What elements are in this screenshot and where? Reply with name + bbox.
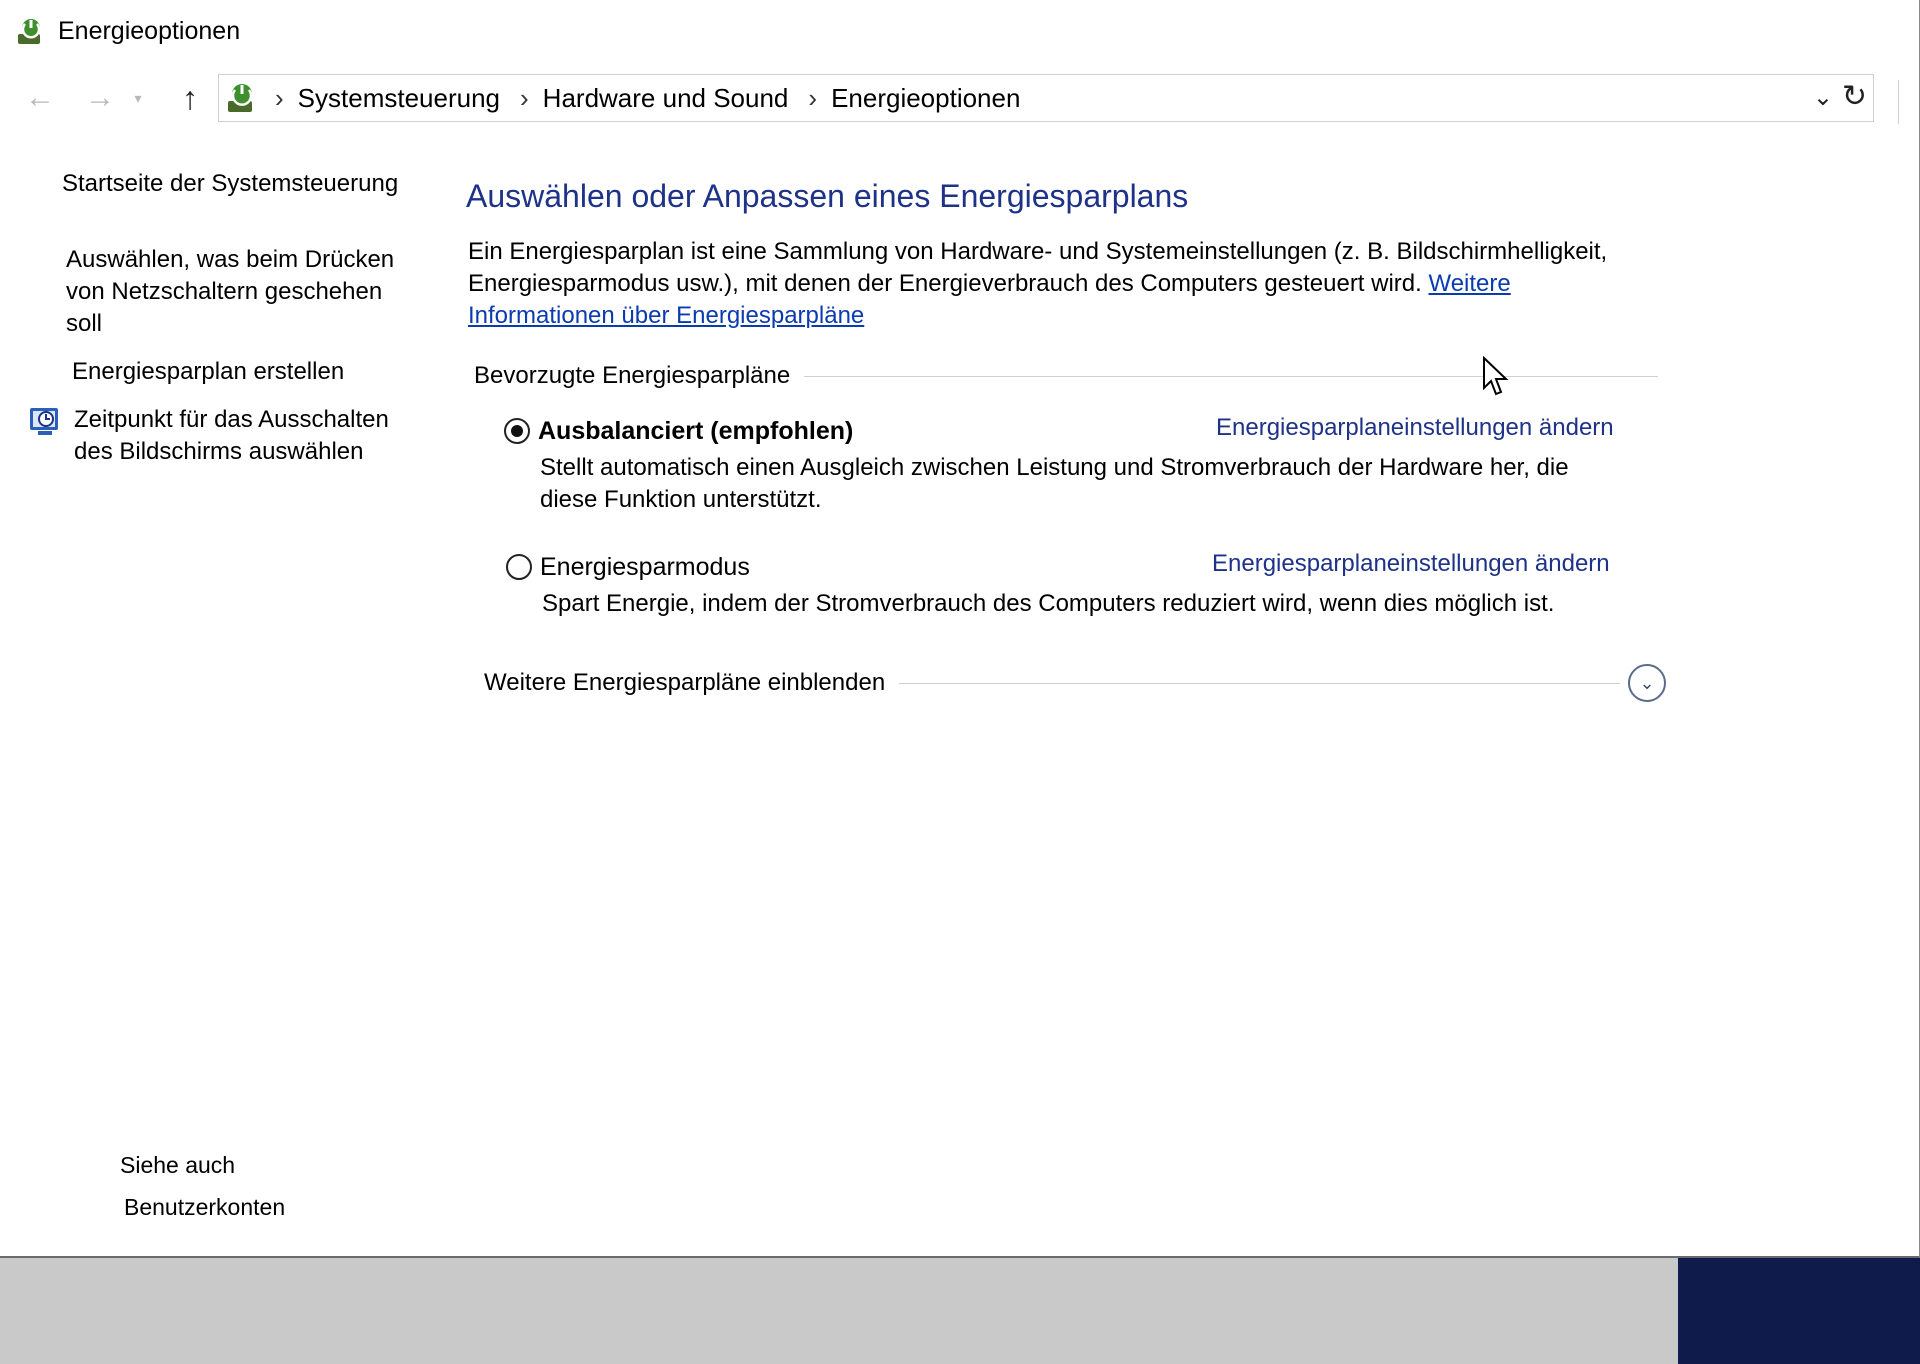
see-also-benutzerkonten[interactable]: Benutzerkonten xyxy=(124,1194,286,1220)
breadcrumb-systemsteuerung[interactable]: Systemsteuerung xyxy=(297,82,500,113)
breadcrumb-separator: › xyxy=(275,82,284,113)
power-options-icon xyxy=(14,14,48,48)
breadcrumb-separator: › xyxy=(808,82,818,113)
desktop-background xyxy=(1678,1258,1920,1364)
more-plans-label: Weitere Energiesparpläne einblenden xyxy=(484,669,886,696)
plan-name: Energiesparmodus xyxy=(540,552,750,581)
chevron-down-icon: ▾ xyxy=(134,89,142,106)
screen-clock-icon xyxy=(28,404,62,438)
sidebar xyxy=(0,150,420,1250)
refresh-icon[interactable]: ↻ xyxy=(1841,80,1867,113)
breadcrumb-hardware-und-sound[interactable]: Hardware und Sound xyxy=(542,82,789,113)
up-button[interactable] xyxy=(170,78,210,118)
plan-energiesparmodus-change-settings-link[interactable]: Energiesparplaneinstellungen ändern xyxy=(1212,550,1610,577)
plan-energiesparmodus-radio[interactable] xyxy=(506,554,532,580)
arrow-left-icon: ← xyxy=(25,81,55,114)
search-box[interactable] xyxy=(1898,80,1920,124)
sidebar-item-netzschalter[interactable]: Auswählen, was beim Drücken von Netzschaltern geschehen soll xyxy=(66,246,395,337)
sidebar-item-bildschirm-ausschalten[interactable]: Zeitpunkt für das Ausschalten des Bildschirms auswählen xyxy=(74,406,389,465)
preferred-plans-header xyxy=(474,362,1658,390)
back-button[interactable] xyxy=(20,78,60,118)
forward-button[interactable] xyxy=(80,78,120,118)
navigation-bar xyxy=(0,70,1920,126)
control-panel-icon xyxy=(223,79,261,117)
title-bar xyxy=(0,0,1920,62)
expand-chevron-icon[interactable]: ⌄ xyxy=(1628,664,1666,702)
plan-energiesparmodus xyxy=(506,550,1626,620)
plan-description: Spart Energie, indem der Stromverbrauch des Computers reduziert wird, wenn dies möglich ist. xyxy=(542,590,1555,617)
sidebar-item-startseite[interactable]: Startseite der Systemsteuerung xyxy=(62,170,399,197)
page-title: Auswählen oder Anpassen eines Energiesparplans xyxy=(466,178,1189,214)
divider xyxy=(899,683,1620,684)
address-bar[interactable] xyxy=(218,74,1874,122)
arrow-right-icon: → xyxy=(85,81,115,114)
breadcrumb-energieoptionen[interactable]: Energieoptionen xyxy=(831,82,1021,113)
arrow-up-icon: ↑ xyxy=(182,79,198,116)
plan-ausbalanciert-radio[interactable] xyxy=(504,418,530,444)
intro-text: Ein Energiesparplan ist eine Sammlung von Hardware- und Systemeinstellungen (z. B. Bildschirmhelligkeit, Energiesparmodus usw.), mit denen der Energieverbrauch des Computers gesteuert wird. xyxy=(468,238,1608,297)
mouse-cursor-icon xyxy=(1482,356,1512,398)
address-dropdown-chevron-icon[interactable]: ⌄ xyxy=(1812,84,1833,111)
plan-name: Ausbalanciert (empfohlen) xyxy=(538,416,854,445)
more-plans-header[interactable] xyxy=(484,664,1666,702)
recent-locations-button[interactable] xyxy=(126,78,150,118)
preferred-plans-label: Bevorzugte Energiesparpläne xyxy=(474,362,791,389)
more-info-link[interactable]: Weitere Informationen über Energiesparpläne xyxy=(468,270,1511,329)
divider xyxy=(804,376,1658,377)
see-also-heading: Siehe auch xyxy=(120,1152,236,1178)
intro-paragraph xyxy=(468,236,1648,332)
plan-ausbalanciert-change-settings-link[interactable]: Energiesparplaneinstellungen ändern xyxy=(1216,414,1614,441)
window-title: Energieoptionen xyxy=(58,16,241,45)
plan-ausbalanciert xyxy=(504,414,1624,516)
plan-description: Stellt automatisch einen Ausgleich zwischen Leistung und Stromverbrauch der Hardware her, die diese Funktion unterstützt. xyxy=(540,454,1569,513)
sidebar-item-energiesparplan-erstellen[interactable]: Energiesparplan erstellen xyxy=(72,358,345,385)
breadcrumb-separator: › xyxy=(520,82,529,113)
